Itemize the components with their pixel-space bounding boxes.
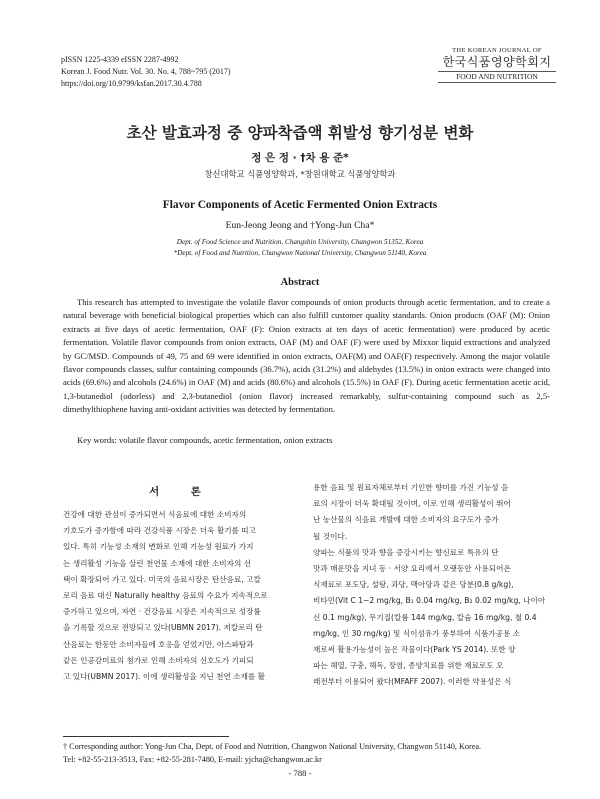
journal-logo — [438, 46, 556, 83]
journal-name-top: THE KOREAN JOURNAL OF — [452, 47, 542, 54]
footnote-divider — [63, 736, 229, 737]
text-line: 난 농산물의 식음료 개발에 대한 소비자의 요구도가 증가 — [313, 515, 499, 525]
left-column-text — [63, 507, 301, 685]
page-number: - 788 - — [288, 768, 312, 778]
korean-affiliations: 창신대학교 식품영양학과, *창원대학교 식품영양학과 — [204, 169, 396, 179]
journal-name-bottom: FOOD AND NUTRITION — [438, 71, 556, 83]
text-line: 될 것이다. — [313, 531, 348, 541]
journal-header-info — [61, 54, 231, 90]
text-line: 건강에 대한 관심이 증가되면서 식음료에 대한 소비자의 — [63, 510, 247, 519]
text-line: 증가하고 있으며, 자연 · 건강음료 시장은 지속적으로 성장률 — [63, 607, 261, 617]
text-line: 식재료로 포도당, 설탕, 과당, 맥아당과 같은 당분(0.8 g/kg), — [313, 580, 514, 590]
korean-title: 초산 발효과정 중 양파착즙액 휘발성 향기성분 변화 — [126, 124, 474, 142]
footnote-line: † Corresponding author: Yong-Jun Cha, Dept. of Food and Nutrition, Changwon National University, Changwon 51140, Korea. — [63, 742, 482, 751]
text-line: 있다. 특히 기능성 소재의 변화로 인해 기능성 원료가 가지 — [63, 542, 254, 552]
footnote-line: Tel: +82-55-213-3513, Fax: +82-55-281-7480, E-mail: yjcha@changwon.ac.kr — [63, 755, 322, 764]
abstract-heading: Abstract — [280, 277, 320, 288]
text-line: 재로써 활용가능성이 높은 작물이다(Park YS 2014). 또한 양 — [313, 645, 516, 655]
right-column-text — [313, 480, 553, 691]
text-line: 파는 해열, 구충, 해독, 장염, 종양치료를 위한 재료로도 오 — [313, 661, 504, 671]
keywords: Key words: volatile flavor compounds, acetic fermentation, onion extracts — [77, 435, 333, 445]
doi-link[interactable]: https://doi.org/10.9799/ksfan.2017.30.4.788 — [61, 79, 202, 88]
text-line: 신 0.1 mg/kg), 무기질(칼륨 144 mg/kg, 칼슘 16 mg/kg, 철 0.4 — [313, 612, 537, 622]
abstract-body: This research has attempted to investigate the volatile flavor compounds of onion products through acetic fermentation, and to create a natural beverage with beneficial biological properties which can also fulfill customer quality standards. Onion products (OAF (M): Onion extracts at five days of acetic fermentation, OAF (F): Onion extracts at ten days of acetic fermentation) were produced by acetic fermentation. Volatile flavor compounds from onion extracts, OAF (M) and OAF (F) were used by Mixxor liquid extractions and analyzed by GC/MSD. Compounds of 49, 75 and 69 were identified in onion extracts, OAF(M) and OAF(F) respectively. Among the major volatile flavor compounds classes, sulfur containing compounds (36.7%), acids (31.2%) and aldehydes (13.5%) in onion extracts were changed into acids (69.6%) and alcohols (24.6%) in OAF (M) and acids (80.6%) and alcohols (15.5%) in OAF (F). During acetic fermentation acetic acid, 1,3-butanediol (odorless) and 2,3-butanediol (onion flavor) increased remarkably, sulfur-containing compound such as 2,5-dimethylthiophene having anti-oxidant activities was detected by fermentation. — [63, 297, 550, 415]
text-line: 로리 음료 대신 Naturally healthy 음료의 수요가 지속적으로 — [63, 591, 268, 601]
text-line: 같은 인공감미료의 첨가로 인해 소비자의 선호도가 기피되 — [63, 655, 254, 665]
journal-name-korean: 한국식품영양학회지 — [442, 55, 552, 69]
english-affiliations — [0, 237, 600, 259]
text-line: 양파는 식품의 맛과 향을 증강시키는 향신료로 특유의 단 — [313, 547, 499, 557]
citation-line: Korean J. Food Nutr. Vol. 30. No. 4, 788~795 (2017) — [61, 67, 231, 76]
text-line: 용한 음료 및 원료자체로부터 기인한 향미를 가진 기능성 음 — [313, 483, 509, 492]
issn-line: pISSN 1225-4339 eISSN 2287-4992 — [61, 55, 179, 64]
text-line: 택이 확장되어 가고 있다. 미국의 음료시장은 탄산음료, 고칼 — [63, 574, 261, 584]
text-line: 료의 시장이 더욱 확대될 것이며, 이로 인해 생리활성이 뛰어 — [313, 499, 511, 509]
english-title: Flavor Components of Acetic Fermented Onion Extracts — [162, 199, 438, 211]
text-line: 는 생리활성 기능을 살린 천연물 소재에 대한 소비자의 선 — [63, 558, 252, 568]
english-authors: Eun-Jeong Jeong and †Yong-Jun Cha* — [225, 220, 375, 231]
text-line: 래전부터 이용되어 왔다(MFAFF 2007). 이러한 약용성은 식 — [313, 677, 512, 687]
text-line: 맛과 매운맛을 지녀 동 · 서양 요리에서 오랫동안 사용되어온 — [313, 564, 511, 574]
affiliation-line: Dept. of Food Science and Nutrition, Changshin University, Changwon 51352, Korea — [176, 238, 424, 246]
text-line: 고 있다(UBMN 2017). 이에 생리활성을 지닌 천연 소재를 활 — [63, 672, 266, 682]
text-line: 비타민(Vit C 1~2 mg/kg, B₁ 0.04 mg/kg, B₂ 0.02 mg/kg, 나이아 — [313, 596, 546, 606]
corresponding-author-footnote — [63, 740, 481, 766]
text-line: mg/kg, 인 30 mg/kg) 및 식이섬유가 풍부하여 식품가공용 소 — [313, 628, 521, 638]
korean-authors: 정 은 정 · †차 용 준* — [251, 152, 349, 164]
text-line: 기호도가 증가함에 따라 건강식품 시장은 더욱 활기를 띠고 — [63, 526, 256, 536]
text-line: 을 기록할 것으로 전망되고 있다(UBMN 2017). 저칼로리 탄 — [63, 623, 263, 633]
section-heading-introduction: 서 론 — [149, 486, 215, 498]
text-line: 산음료는 한동안 소비자들에 호응을 얻었지만, 아스파탐과 — [63, 639, 254, 649]
affiliation-line: *Dept. of Food and Nutrition, Changwon National University, Changwon 51140, Korea — [173, 249, 427, 257]
